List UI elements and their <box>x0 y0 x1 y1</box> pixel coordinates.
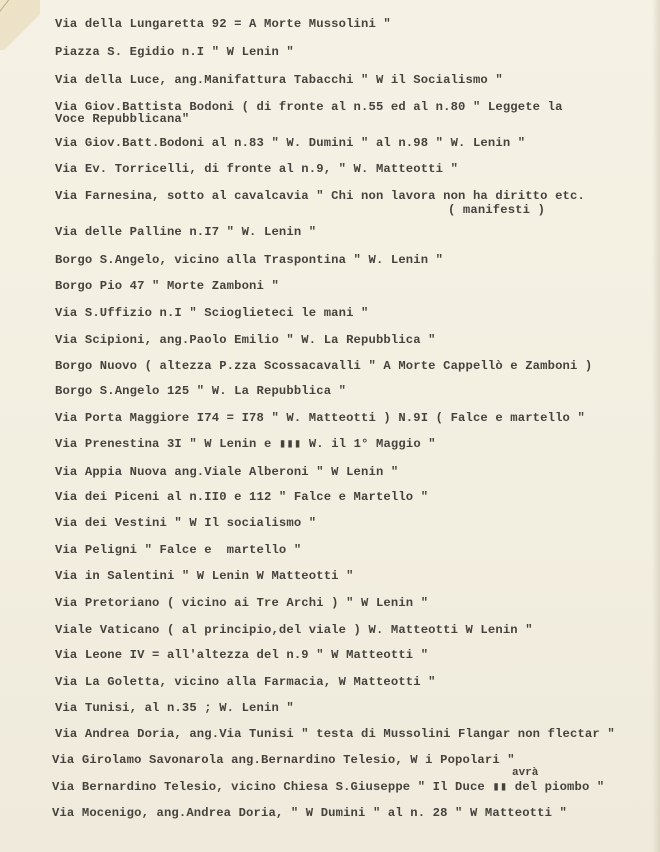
typed-insertion: avrà <box>512 767 539 779</box>
typed-line: Via Girolamo Savonarola ang.Bernardino Telesio, W i Popolari " <box>52 753 515 767</box>
typed-line: Viale Vaticano ( al principio,del viale ) W. Matteotti W Lenin " <box>55 623 533 637</box>
typed-line: Via Tunisi, al n.35 ; W. Lenin " <box>55 701 294 715</box>
typed-line: Via Prenestina 3I " W Lenin e ▮▮▮ W. il 1° Maggio " <box>55 437 436 451</box>
typed-line: Via delle Palline n.I7 " W. Lenin " <box>55 225 317 239</box>
typed-line: Borgo Nuovo ( altezza P.zza Scossacavalli " A Morte Cappellò e Zamboni ) <box>55 359 593 373</box>
typed-line: Via Andrea Doria, ang.Via Tunisi " testa di Mussolini Flangar non flectar " <box>55 727 615 741</box>
typed-line: Via dei Vestini " W Il socialismo " <box>55 516 317 530</box>
typed-line: Via La Goletta, vicino alla Farmacia, W Matteotti " <box>55 675 436 689</box>
typed-line: Borgo S.Angelo 125 " W. La Repubblica " <box>55 384 347 398</box>
typed-line: Via Porta Maggiore I74 = I78 " W. Matteotti ) N.9I ( Falce e martello " <box>55 411 585 425</box>
typed-line: Via in Salentini " W Lenin W Matteotti " <box>55 569 354 583</box>
typed-line: Via Giov.Batt.Bodoni al n.83 " W. Dumini " al n.98 " W. Lenin " <box>55 136 526 150</box>
typed-line: Via Mocenigo, ang.Andrea Doria, " W Dumini " al n. 28 " W Matteotti " <box>52 806 567 820</box>
typed-line: Via Leone IV = all'altezza del n.9 " W Matteotti " <box>55 648 429 662</box>
typed-line: Via Bernardino Telesio, vicino Chiesa S.Giuseppe " Il Duce ▮▮ del piombo " <box>52 780 605 794</box>
typed-line: Via Peligni " Falce e martello " <box>55 543 302 557</box>
typed-line: Via Giov.Battista Bodoni ( di fronte al n.55 ed al n.80 " Leggete la <box>55 100 563 114</box>
typed-line: Via della Lungaretta 92 = A Morte Mussolini " <box>55 17 391 31</box>
page-edge-shadow <box>652 0 660 852</box>
typed-line: Via Ev. Torricelli, di fronte al n.9, " W. Matteotti " <box>55 162 459 176</box>
typed-line: Via Appia Nuova ang.Viale Alberoni " W Lenin " <box>55 465 399 479</box>
typed-line: ( manifesti ) <box>448 203 546 217</box>
page-corner-fold <box>0 0 40 50</box>
typed-line: Via dei Piceni al n.II0 e 112 " Falce e Martello " <box>55 490 429 504</box>
typed-line: Borgo S.Angelo, vicino alla Traspontina " W. Lenin " <box>55 253 444 267</box>
typed-line: Via Scipioni, ang.Paolo Emilio " W. La Repubblica " <box>55 333 436 347</box>
typed-line: Via della Luce, ang.Manifattura Tabacchi " W il Socialismo " <box>55 73 503 87</box>
typed-line: Piazza S. Egidio n.I " W Lenin " <box>55 45 294 59</box>
typed-line: Voce Repubblicana" <box>55 112 190 126</box>
typed-line: Via S.Uffizio n.I " Scioglieteci le mani " <box>55 306 369 320</box>
typed-line: Borgo Pio 47 " Morte Zamboni " <box>55 279 279 293</box>
typed-line: Via Farnesina, sotto al cavalcavia " Chi non lavora non ha diritto etc. <box>55 189 585 203</box>
typed-line: Via Pretoriano ( vicino ai Tre Archi ) " W Lenin " <box>55 596 429 610</box>
